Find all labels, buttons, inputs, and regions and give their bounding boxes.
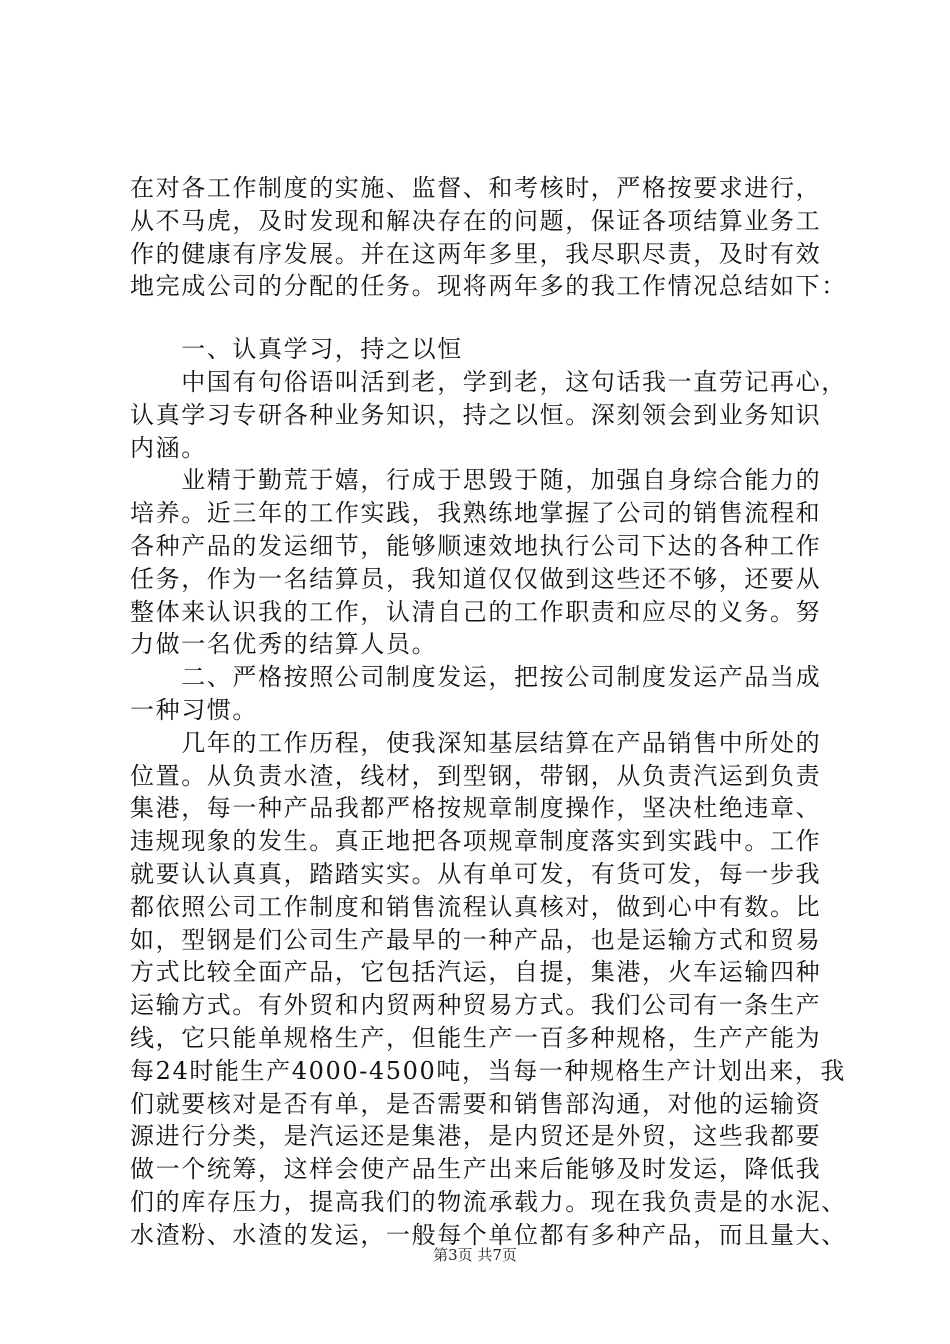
text-line: 任务，作为一名结算员，我知道仅仅做到这些还不够，还要从 — [130, 564, 822, 593]
text-line: 二、严格按照公司制度发运，把按公司制度发运产品当成 — [130, 663, 822, 692]
text-line: 整体来认识我的工作，认清自己的工作职责和应尽的义务。努 — [130, 597, 822, 626]
text-line: 几年的工作历程，使我深知基层结算在产品销售中所处的 — [130, 728, 822, 757]
text-line: 就要认认真真，踏踏实实。从有单可发，有货可发，每一步我 — [130, 859, 822, 888]
paragraph-2a — [130, 727, 850, 1252]
text-line: 方式比较全面产品，它包括汽运，自提，集港，火车运输四种 — [130, 958, 822, 987]
section-heading-1: 一、认真学习，持之以恒 — [130, 335, 463, 364]
paragraph-1b — [130, 464, 850, 661]
text-line: 都依照公司工作制度和销售流程认真核对，做到心中有数。比 — [130, 892, 822, 921]
paragraph-gap — [130, 303, 850, 333]
text-line: 中国有句俗语叫活到老，学到老，这句话我一直劳记再心， — [130, 367, 847, 396]
text-line: 业精于勤荒于嬉，行成于思毁于随，加强自身综合能力的 — [130, 466, 822, 495]
text-line: 违规现象的发生。真正地把各项规章制度落实到实践中。工作 — [130, 827, 822, 856]
text-line: 在对各工作制度的实施、监督、和考核时，严格按要求进行， — [130, 174, 822, 202]
text-line: 作的健康有序发展。并在这两年多里，我尽职尽责，及时有效 — [130, 239, 822, 268]
text-line: 力做一名优秀的结算人员。 — [130, 630, 438, 659]
text-line: 线，它只能单规格生产，但能生产一百多种规格，生产产能为 — [130, 1023, 822, 1052]
document-body — [130, 172, 850, 1252]
text-line: 认真学习专研各种业务知识，持之以恒。深刻领会到业务知识 — [130, 400, 822, 429]
text-line: 每24时能生产4000-4500吨，当每一种规格生产计划出来，我 — [130, 1056, 847, 1085]
text-line: 水渣粉、水渣的发运，一般每个单位都有多种产品，而且量大、 — [130, 1220, 847, 1249]
paragraph-1a — [130, 366, 850, 464]
text-line: 们的库存压力，提高我们的物流承载力。现在我负责是的水泥、 — [130, 1187, 847, 1216]
text-line: 如，型钢是们公司生产最早的一种产品，也是运输方式和贸易 — [130, 925, 822, 954]
text-line: 源进行分类，是汽运还是集港，是内贸还是外贸，这些我都要 — [130, 1122, 822, 1151]
paragraph-intro — [130, 172, 850, 303]
page-number-footer: 第3页 共7页 — [433, 1246, 517, 1264]
text-line: 从不马虎，及时发现和解决存在的问题，保证各项结算业务工 — [130, 206, 822, 235]
text-line: 各种产品的发运细节，能够顺速效地执行公司下达的各种工作 — [130, 531, 822, 560]
text-line: 培养。近三年的工作实践，我熟练地掌握了公司的销售流程和 — [130, 499, 822, 528]
text-line: 集港，每一种产品我都严格按规章制度操作，坚决杜绝违章、 — [130, 794, 822, 823]
text-line: 们就要核对是否有单，是否需要和销售部沟通，对他的运输资 — [130, 1089, 822, 1118]
section-heading-2 — [130, 661, 850, 727]
text-line: 运输方式。有外贸和内贸两种贸易方式。我们公司有一条生产 — [130, 991, 822, 1020]
text-line: 做一个统筹，这样会使产品生产出来后能够及时发运，降低我 — [130, 1155, 822, 1184]
text-line: 地完成公司的分配的任务。现将两年多的我工作情况总结如下： — [130, 272, 847, 301]
text-line: 内涵。 — [130, 433, 207, 462]
text-line: 一种习惯。 — [130, 695, 258, 724]
text-line: 位置。从负责水渣，线材，到型钢，带钢，从负责汽运到负责 — [130, 761, 822, 790]
